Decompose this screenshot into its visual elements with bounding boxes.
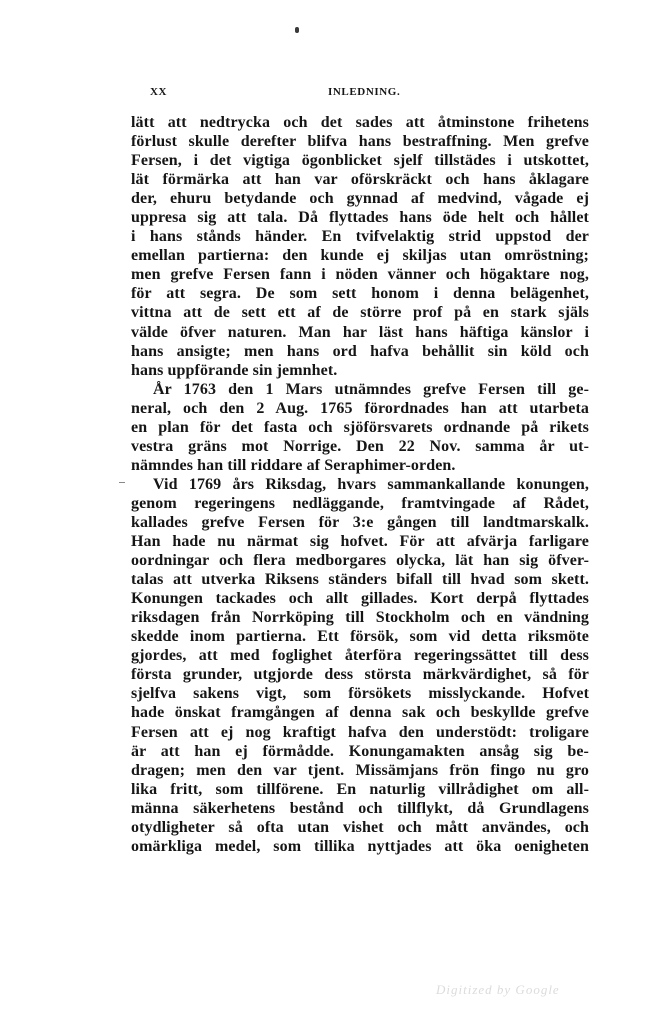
text-line: Han hade nu närmat sig hofvet. För att afvärja farligare — [131, 533, 589, 551]
text-line: en plan för det fasta och sjöförsvarets ordnande på rikets — [131, 418, 589, 436]
text-line: genom regeringens nedläggande, framtvingade af Rådet, — [131, 494, 589, 512]
text-line: förlust skulle derefter blifva hans bestraffning. Men grefve — [131, 133, 589, 151]
text-line: Fersen att ej nog kraftigt hafva den understödt: troligare — [131, 723, 589, 741]
text-line: omärkliga medel, som tillika nyttjades att öka oenigheten — [131, 837, 589, 855]
text-line: uppresa sig att tala. Då flyttades hans öde helt och hållet — [131, 209, 589, 227]
text-line: lätt att nedtrycka och det sades att åtminstone frihetens — [131, 114, 589, 131]
text-line: oordningar och flera medborgares olycka, lät han sig öfver- — [131, 552, 589, 570]
text-line: hans ansigte; men hans ord hafva behållit sin köld och — [131, 342, 589, 360]
digitization-watermark — [432, 978, 570, 1000]
text-line: sjelfva sakens vigt, som försökets misslyckande. Hofvet — [131, 685, 589, 703]
ink-speck — [295, 27, 299, 33]
text-line: talas att utverka Riksens ständers bifall till hvad som skett. — [131, 571, 589, 589]
running-header — [150, 86, 588, 102]
text-line: gjordes, att med foglighet återföra regeringssättet till dess — [131, 647, 589, 665]
text-line: männa säkerhetens bestånd och tillflykt, då Grundlagens — [131, 799, 589, 817]
text-line: välde öfver naturen. Man har läst hans häftiga känslor i — [131, 323, 589, 341]
page-number: XX — [150, 86, 168, 98]
text-line: Vid 1769 års Riksdag, hvars sammankallande konungen, — [153, 475, 589, 493]
text-line: för att segra. De som sett honom i denna belägenhet, — [131, 285, 589, 303]
text-line: emellan partierna: den kunde ej skiljas utan omröstning; — [131, 247, 589, 265]
watermark-glyphs — [432, 978, 570, 1000]
text-line: hade önskat framgången af denna sak och beskyllde grefve — [131, 704, 589, 722]
text-line: kallades grefve Fersen för 3:e gången till landtmarskalk. — [131, 513, 589, 531]
text-line: vittna att de sett ett af de större prof på en stark själs — [131, 304, 589, 322]
text-line: der, ehuru betydande och gynnad af medvind, vågade ej — [131, 190, 589, 208]
text-line: dragen; men den var tjent. Missämjans frön fingo nu gro — [131, 761, 589, 779]
text-line: skedde inom partierna. Ett försök, som vid detta riksmöte — [131, 628, 589, 646]
text-line: Fersen, i det vigtiga ögonblicket sjelf tillstädes i utskottet, — [131, 152, 589, 170]
running-title: INLEDNING. — [328, 86, 401, 98]
svg-text:Digitized by Google: Digitized by Google — [436, 982, 560, 997]
text-line: men grefve Fersen fann i nöden vänner och högaktare nog, — [131, 266, 589, 284]
text-line: vestra gräns mot Norrige. Den 22 Nov. samma år ut- — [131, 437, 589, 455]
text-line: hans uppförande sin jemnhet. — [131, 361, 338, 379]
margin-mark — [119, 482, 125, 483]
text-line: nämndes han till riddare af Seraphimer-orden. — [131, 456, 456, 474]
text-line: i hans stånds händer. En tvifvelaktig strid uppstod der — [131, 228, 589, 246]
text-line: lät förmärka att han var oförskräckt och hans åklagare — [131, 171, 589, 189]
text-line: Konungen tackades och allt gillades. Kort derpå flyttades — [131, 590, 589, 608]
text-line: är att han ej förmådde. Konungamakten ansåg sig be- — [131, 742, 589, 760]
text-line: första grunder, utgjorde dess största märkvärdighet, så för — [131, 666, 589, 684]
text-line: lika fritt, som tillförene. En naturlig villrådighet om all- — [131, 780, 589, 798]
text-line: År 1763 den 1 Mars utnämndes grefve Fersen till ge- — [153, 380, 589, 398]
body-text — [131, 113, 589, 856]
text-line: otydligheter så ofta utan vishet och mått användes, och — [131, 818, 589, 836]
text-line: neral, och den 2 Aug. 1765 förordnades han att utarbeta — [131, 399, 589, 417]
text-line: riksdagen från Norrköping till Stockholm och en vändning — [131, 609, 589, 627]
